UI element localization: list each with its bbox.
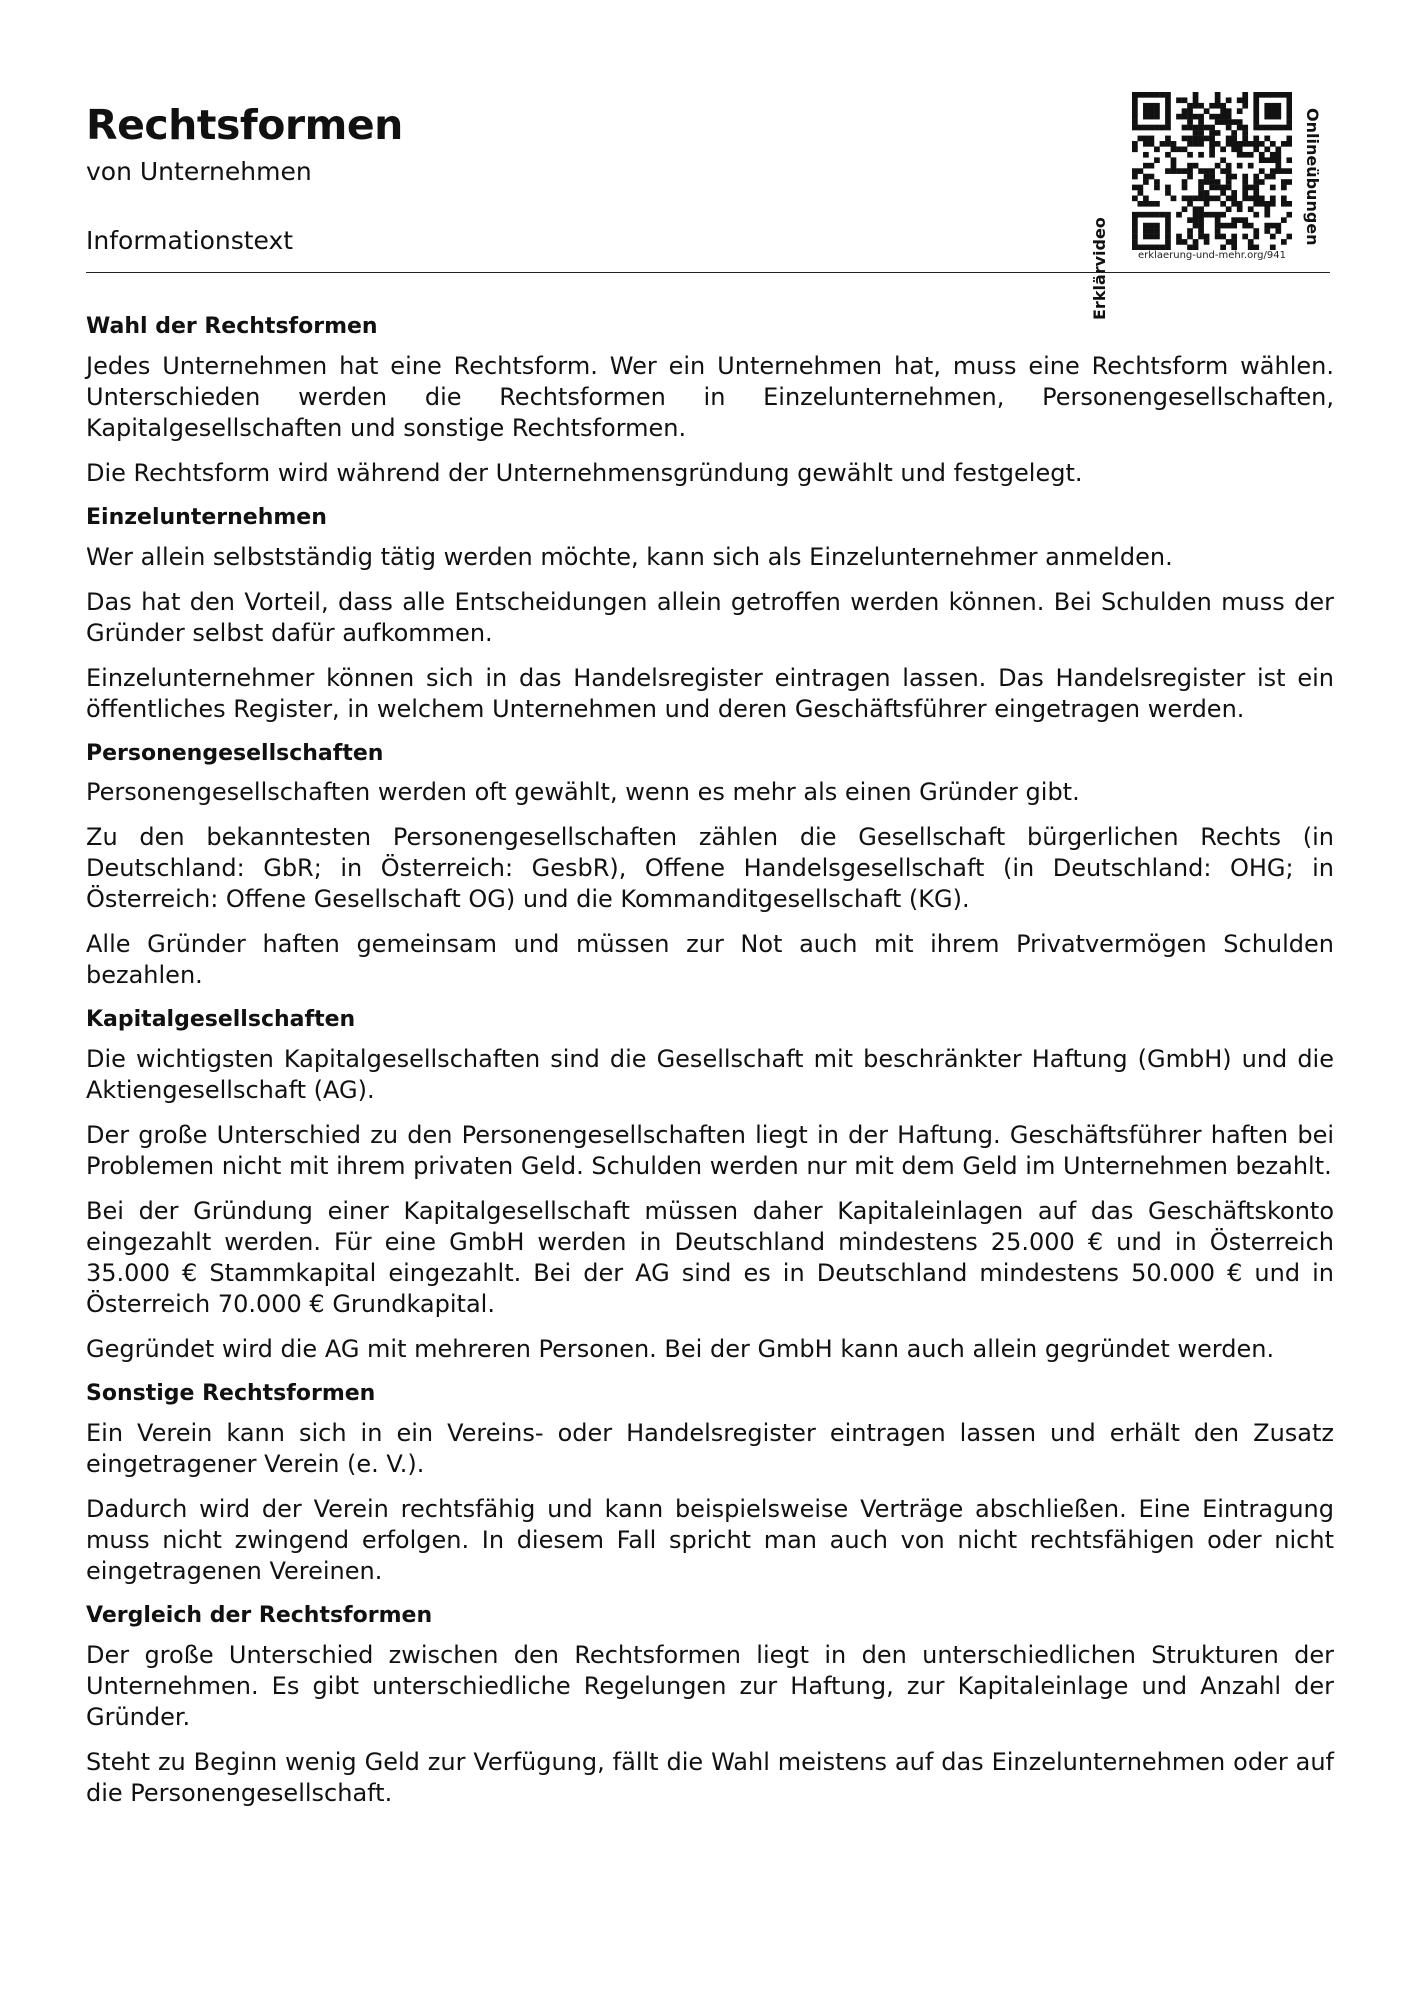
paragraph: Ein Verein kann sich in ein Vereins- oder Handelsregister eintragen lassen und erhält den Zusatz eingetragener Verein (e. V.). — [86, 1418, 1334, 1478]
header-divider — [86, 272, 1330, 273]
paragraph: Dadurch wird der Verein rechtsfähig und kann beispielsweise Verträge abschließen. Eine Eintragung muss nicht zwingend erfolgen. In diesem Fall spricht man auch von nicht rechtsfähigen oder nicht eingetragenen Vereinen. — [86, 1494, 1334, 1585]
paragraph: Die Rechtsform wird während der Unternehmensgründung gewählt und festgelegt. — [86, 458, 1083, 487]
paragraph: Das hat den Vorteil, dass alle Entscheidungen allein getroffen werden können. Bei Schulden muss der Gründer selbst dafür aufkommen. — [86, 587, 1334, 647]
paragraph: Alle Gründer haften gemeinsam und müssen zur Not auch mit ihrem Privatvermögen Schulden bezahlen. — [86, 930, 1334, 990]
document-body — [86, 304, 1334, 1823]
paragraph: Personengesellschaften werden oft gewählt, wenn es mehr als einen Gründer gibt. — [86, 778, 1080, 807]
paragraph: Die wichtigsten Kapitalgesellschaften sind die Gesellschaft mit beschränkter Haftung (GmbH) und die Aktiengesellschaft (AG). — [86, 1045, 1334, 1105]
section-heading-personengesellschaften: Personengesellschaften — [86, 740, 384, 766]
qr-label-erklaervideo: Erklärvideo — [1090, 217, 1109, 320]
paragraph: Der große Unterschied zu den Personengesellschaften liegt in der Haftung. Geschäftsführer haften bei Problemen nicht mit ihrem privaten Geld. Schulden werden nur mit dem Geld im Unternehmen bezahlt. — [86, 1121, 1334, 1181]
qr-label-onlineuebungen: Onlineübungen — [1303, 108, 1322, 246]
section-heading-wahl: Wahl der Rechtsformen — [86, 314, 378, 339]
paragraph: Der große Unterschied zwischen den Rechtsformen liegt in den unterschiedlichen Strukturen der Unternehmen. Es gibt unterschiedliche Regelungen zur Haftung, zur Kapitaleinlage und Anzahl der Gründer. — [86, 1640, 1334, 1731]
section-heading-sonstige: Sonstige Rechtsformen — [86, 1381, 376, 1407]
qr-url-text[interactable]: erklaerung-und-mehr.org/941 — [1138, 250, 1286, 261]
section-heading-vergleich: Vergleich der Rechtsformen — [86, 1602, 433, 1628]
qr-code-icon[interactable] — [1132, 92, 1292, 250]
paragraph: Einzelunternehmer können sich in das Handelsregister eintragen lassen. Das Handelsregister ist ein öffentliches Register, in welchem Unternehmen und deren Geschäftsführer eingetragen werden. — [86, 663, 1334, 723]
page-subtitle: von Unternehmen — [86, 157, 312, 186]
paragraph: Steht zu Beginn wenig Geld zur Verfügung, fällt die Wahl meistens auf das Einzelunternehmen oder auf die Personengesellschaft. — [86, 1747, 1334, 1807]
paragraph: Gegründet wird die AG mit mehreren Personen. Bei der GmbH kann auch allein gegründet werden. — [86, 1335, 1275, 1364]
paragraph: Jedes Unternehmen hat eine Rechtsform. Wer ein Unternehmen hat, muss eine Rechtsform wählen. Unterschieden werden die Rechtsformen in Einzelunternehmen, Personengesellschaften, Kapitalgesellschaften und sonstige Rechtsformen. — [86, 351, 1334, 442]
paragraph: Bei der Gründung einer Kapitalgesellschaft müssen daher Kapitaleinlagen auf das Geschäftskonto eingezahlt werden. Für eine GmbH werden in Deutschland mindestens 25.000 € und in Österreich 35.000 € Stammkapital eingezahlt. Bei der AG sind es in Deutschland mindestens 50.000 € und in Österreich 70.000 € Grundkapital. — [86, 1197, 1334, 1319]
document-type-label: Informationstext — [86, 226, 294, 255]
qr-code-block[interactable] — [1090, 88, 1332, 320]
page-title: Rechtsformen — [86, 101, 403, 149]
section-heading-einzelunternehmen: Einzelunternehmen — [86, 504, 327, 530]
section-heading-kapitalgesellschaften: Kapitalgesellschaften — [86, 1007, 356, 1033]
paragraph: Wer allein selbstständig tätig werden möchte, kann sich als Einzelunternehmer anmelden. — [86, 542, 1173, 571]
paragraph: Zu den bekanntesten Personengesellschaften zählen die Gesellschaft bürgerlichen Rechts (in Deutschland: GbR; in Österreich: GesbR), Offene Handelsgesellschaft (in Deutschland: OHG; in Österreich: Offene Gesellschaft OG) und die Kommanditgesellschaft (KG). — [86, 823, 1334, 914]
